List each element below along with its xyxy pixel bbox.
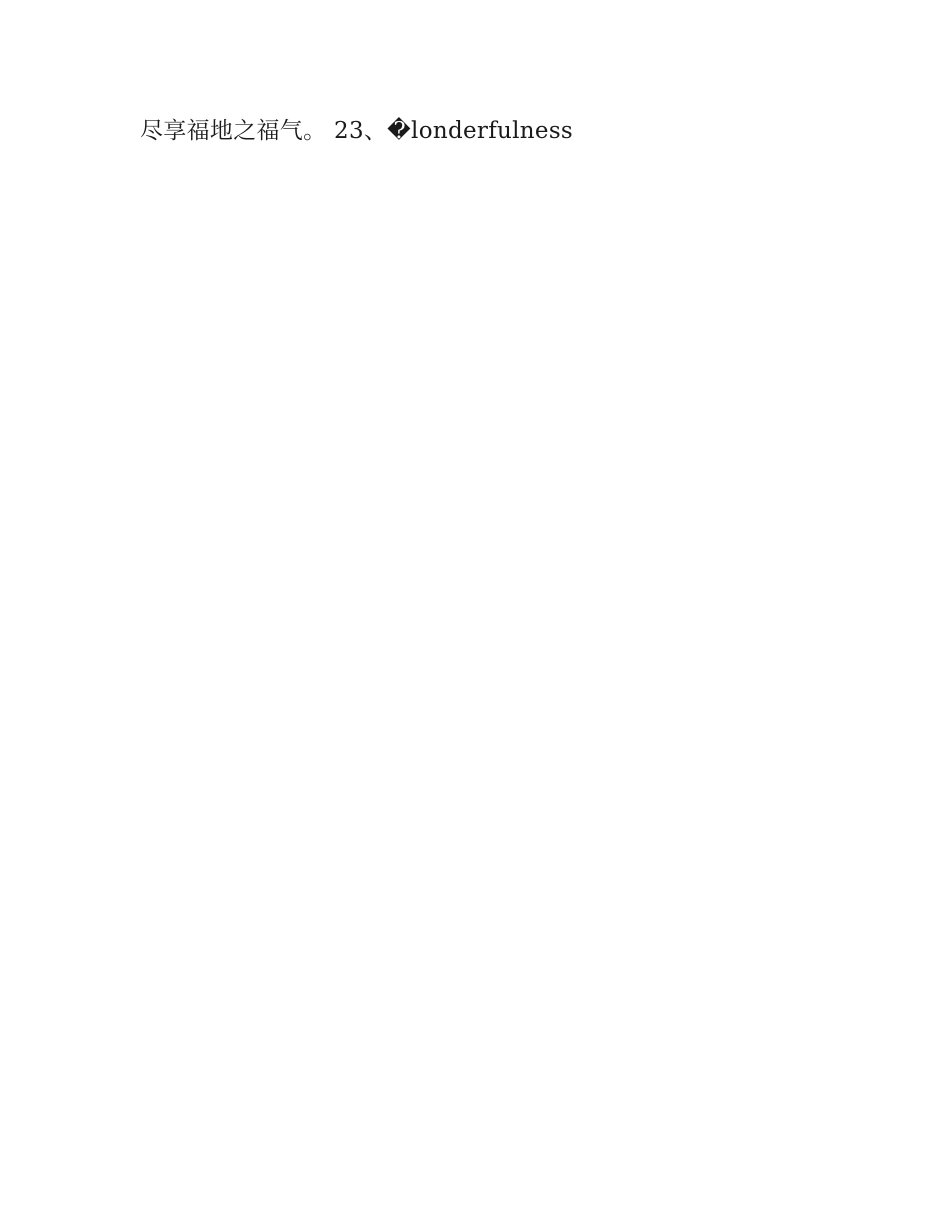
text-line: 尽享福地之福气。 23、�londerfulness <box>140 118 574 144</box>
